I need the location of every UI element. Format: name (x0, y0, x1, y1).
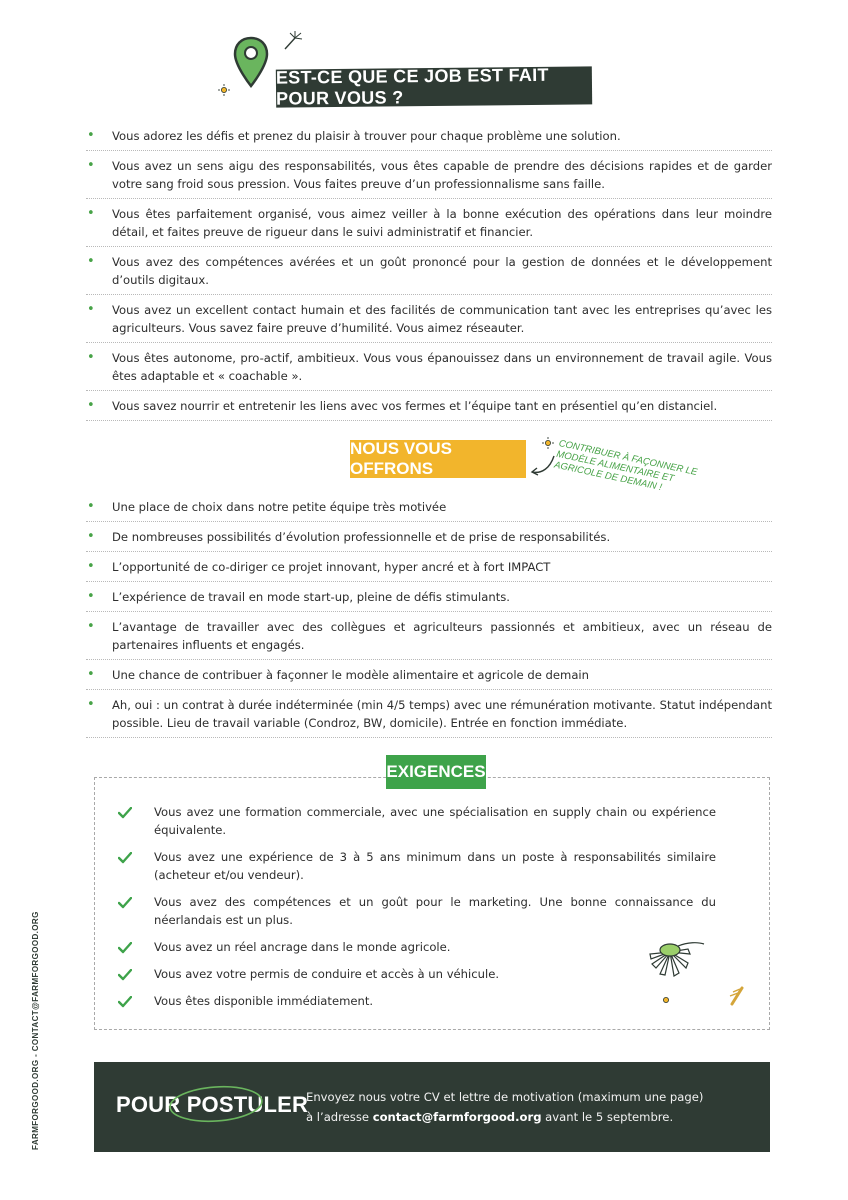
apply-line-2 (306, 1107, 756, 1127)
requirement-text: Vous avez une expérience de 3 à 5 ans minimum dans un poste à responsabilités similaire (acheteur et/ou vendeur). (154, 850, 716, 882)
requirements-title: EXIGENCES (386, 755, 486, 789)
offer-note: CONTRIBUER À FAÇONNER LE MODÈLE ALIMENTAIRE ET AGRICOLE DE DEMAIN ! (553, 438, 699, 494)
list-item: • Vous avez des compétences avérées et un goût prononcé pour la gestion de données et le développement d’outils digitaux. (86, 247, 772, 295)
contact-email[interactable]: contact@farmforgood.org (372, 1110, 542, 1124)
daisy-flower-icon (640, 938, 760, 1008)
requirement-text: Vous avez votre permis de conduire et accès à un véhicule. (154, 967, 500, 981)
list-item (116, 889, 716, 934)
apply-heading-part2: POSTULER (186, 1092, 309, 1117)
check-icon (118, 807, 132, 819)
requirement-text: Vous avez une formation commerciale, avec une spécialisation en supply chain ou expérience équivalente. (154, 805, 716, 837)
check-icon (118, 996, 132, 1008)
requirement-text: Vous avez un réel ancrage dans le monde agricole. (154, 940, 451, 954)
list-item: • Vous savez nourrir et entretenir les liens avec vos fermes et l’équipe tant en présentiel qu’en distanciel. (86, 391, 772, 421)
apply-line-2-suffix: avant le 5 septembre. (541, 1110, 674, 1124)
list-item: • Ah, oui : un contrat à durée indéterminée (min 4/5 temps) avec une rémunération motivante. Statut indépendant possible. Lieu de travail variable (Condroz, BW, domicile). Entrée en fonction immédiate. (86, 690, 772, 738)
dandelion-seed-icon (282, 30, 304, 52)
requirement-text: Vous avez des compétences et un goût pour le marketing. Une bonne connaissance du néerlandais est un plus. (154, 895, 716, 927)
apply-line-1: Envoyez nous votre CV et lettre de motivation (maximum une page) (306, 1090, 704, 1104)
list-item (116, 844, 716, 889)
offer-title: NOUS VOUS OFFRONS (350, 440, 526, 478)
sun-icon (542, 437, 554, 449)
sun-icon (218, 84, 230, 96)
swirl-underline-icon (168, 1082, 268, 1126)
check-icon (118, 942, 132, 954)
list-item: • De nombreuses possibilités d’évolution professionnelle et de prise de responsabilités. (86, 522, 772, 552)
list-item: • Vous avez un sens aigu des responsabilités, vous êtes capable de prendre des décisions rapides et de garder votre sang froid sous pression. Vous faites preuve d’un professionnalisme sans faille. (86, 151, 772, 199)
job-fit-list (86, 121, 772, 421)
apply-line-2-prefix: à l’adresse (306, 1110, 373, 1124)
list-item: • L’avantage de travailler avec des collègues et agriculteurs passionnés et ambitieux, avec un réseau de partenaires influents et engagés. (86, 612, 772, 660)
apply-instructions (306, 1087, 756, 1127)
apply-heading-part1: POUR (116, 1092, 187, 1117)
check-icon (118, 852, 132, 864)
requirement-text: Vous êtes disponible immédiatement. (154, 994, 374, 1008)
check-icon (118, 897, 132, 909)
page-title: EST-CE QUE CE JOB EST FAIT POUR VOUS ? (276, 66, 592, 107)
list-item: • Vous adorez les défis et prenez du plaisir à trouver pour chaque problème une solution. (86, 121, 772, 151)
apply-footer (94, 1062, 770, 1152)
list-item: • Vous êtes autonome, pro-actif, ambitieux. Vous vous épanouissez dans un environnement de travail agile. Vous êtes adaptable et « coachable ». (86, 343, 772, 391)
list-item: • Vous êtes parfaitement organisé, vous aimez veiller à la bonne exécution des opérations dans leur moindre détail, et faites preuve de rigueur dans le suivi administratif et financier. (86, 199, 772, 247)
list-item: • L’opportunité de co-diriger ce projet innovant, hyper ancré et à fort IMPACT (86, 552, 772, 582)
list-item (116, 799, 716, 844)
side-contact-text: FARMFORGOOD.ORG - CONTACT@FARMFORGOOD.ORG (31, 911, 40, 1150)
list-item (116, 988, 716, 1015)
list-item (116, 934, 716, 961)
list-item: • Une place de choix dans notre petite équipe très motivée (86, 492, 772, 522)
list-item: • Une chance de contribuer à façonner le modèle alimentaire et agricole de demain (86, 660, 772, 690)
check-icon (118, 969, 132, 981)
requirements-list (116, 799, 716, 1015)
offer-list (86, 492, 772, 738)
list-item: • L’expérience de travail en mode start-up, pleine de défis stimulants. (86, 582, 772, 612)
list-item (116, 961, 716, 988)
list-item: • Vous avez un excellent contact humain et des facilités de communication tant avec les entreprises qu’avec les agriculteurs. Vous savez faire preuve d’humilité. Vous aimez réseauter. (86, 295, 772, 343)
location-pin-icon (233, 36, 269, 88)
